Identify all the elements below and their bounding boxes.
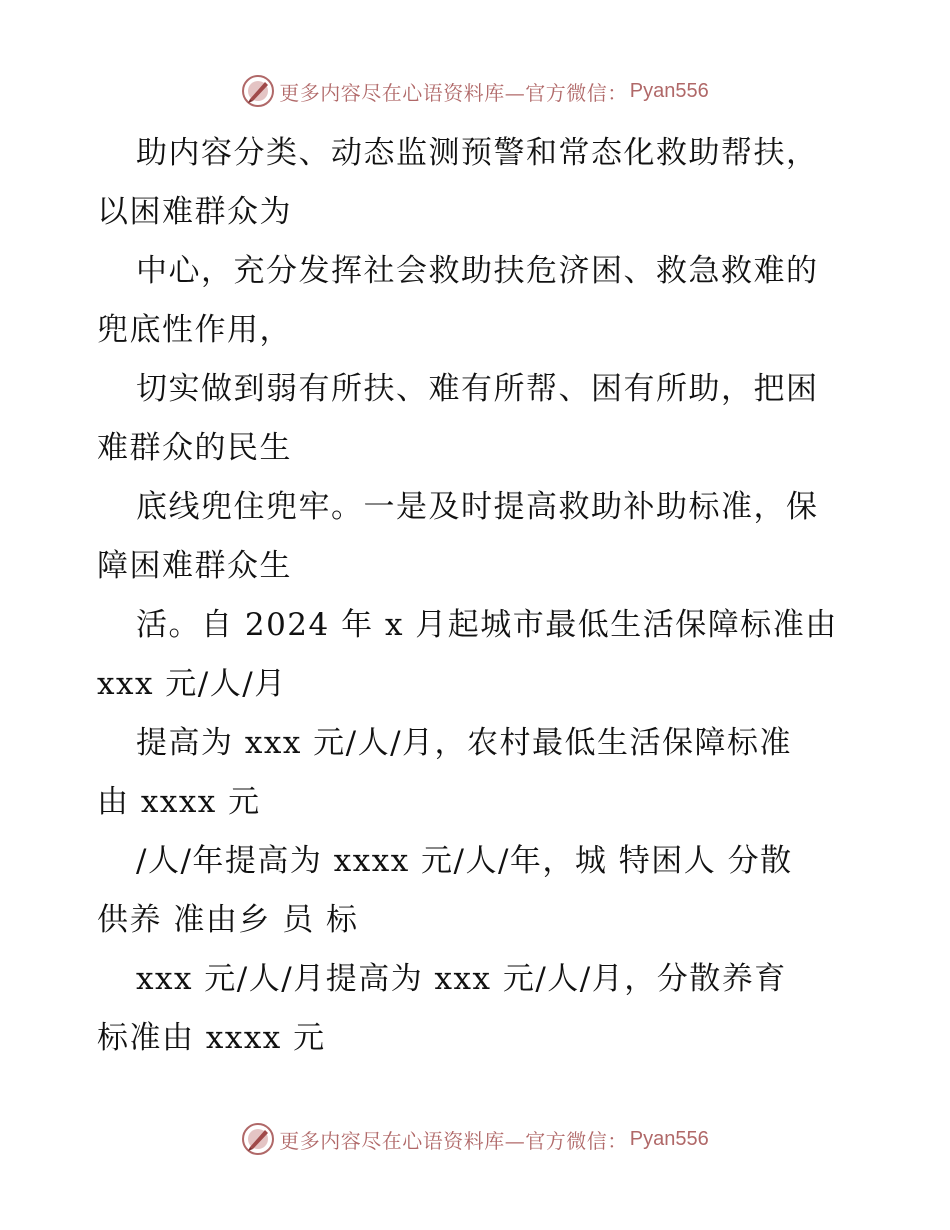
pen-seal-icon xyxy=(241,74,275,108)
body-text xyxy=(97,124,857,1068)
watermark-text: 更多内容尽在心语资料库—官方微信： xyxy=(279,1128,628,1153)
text-line: 助内容分类、动态监测预警和常态化救助帮扶， xyxy=(136,135,819,171)
text-line: 兜底性作用， xyxy=(97,312,292,348)
text-line: 标准由 xxxx 元 xyxy=(97,1020,326,1056)
text-line: 提高为 xxx 元/人/月，农村最低生活保障标准 xyxy=(136,725,793,761)
text-line: /人/年提高为 xxxx 元/人/年，城 特困人 分散 xyxy=(136,843,793,879)
text-line: 供养 准由乡 员 标 xyxy=(97,902,359,938)
text-line: 以困难群众为 xyxy=(97,194,292,230)
watermark-id: Pyan556 xyxy=(629,1127,709,1150)
text-line: 难群众的民生 xyxy=(97,430,292,466)
text-line: 活。自 2024 年 x 月起城市最低生活保障标准由 xyxy=(136,607,838,643)
pen-seal-icon xyxy=(241,1122,275,1156)
text-line: 障困难群众生 xyxy=(97,548,292,584)
watermark-id: Pyan556 xyxy=(629,79,709,102)
text-line: xxx 元/人/月提高为 xxx 元/人/月，分散养育 xyxy=(136,961,787,997)
text-line: xxx 元/人/月 xyxy=(97,666,287,702)
text-line: 由 xxxx 元 xyxy=(97,784,261,820)
watermark-text: 更多内容尽在心语资料库—官方微信： xyxy=(279,80,628,105)
watermark-banner-top xyxy=(0,69,950,113)
text-line: 切实做到弱有所扶、难有所帮、困有所助，把困 xyxy=(136,371,819,407)
text-line: 中心，充分发挥社会救助扶危济困、救急救难的 xyxy=(136,253,819,289)
text-line: 底线兜住兜牢。一是及时提高救助补助标准，保 xyxy=(136,489,819,525)
watermark-banner-bottom xyxy=(0,1117,950,1161)
